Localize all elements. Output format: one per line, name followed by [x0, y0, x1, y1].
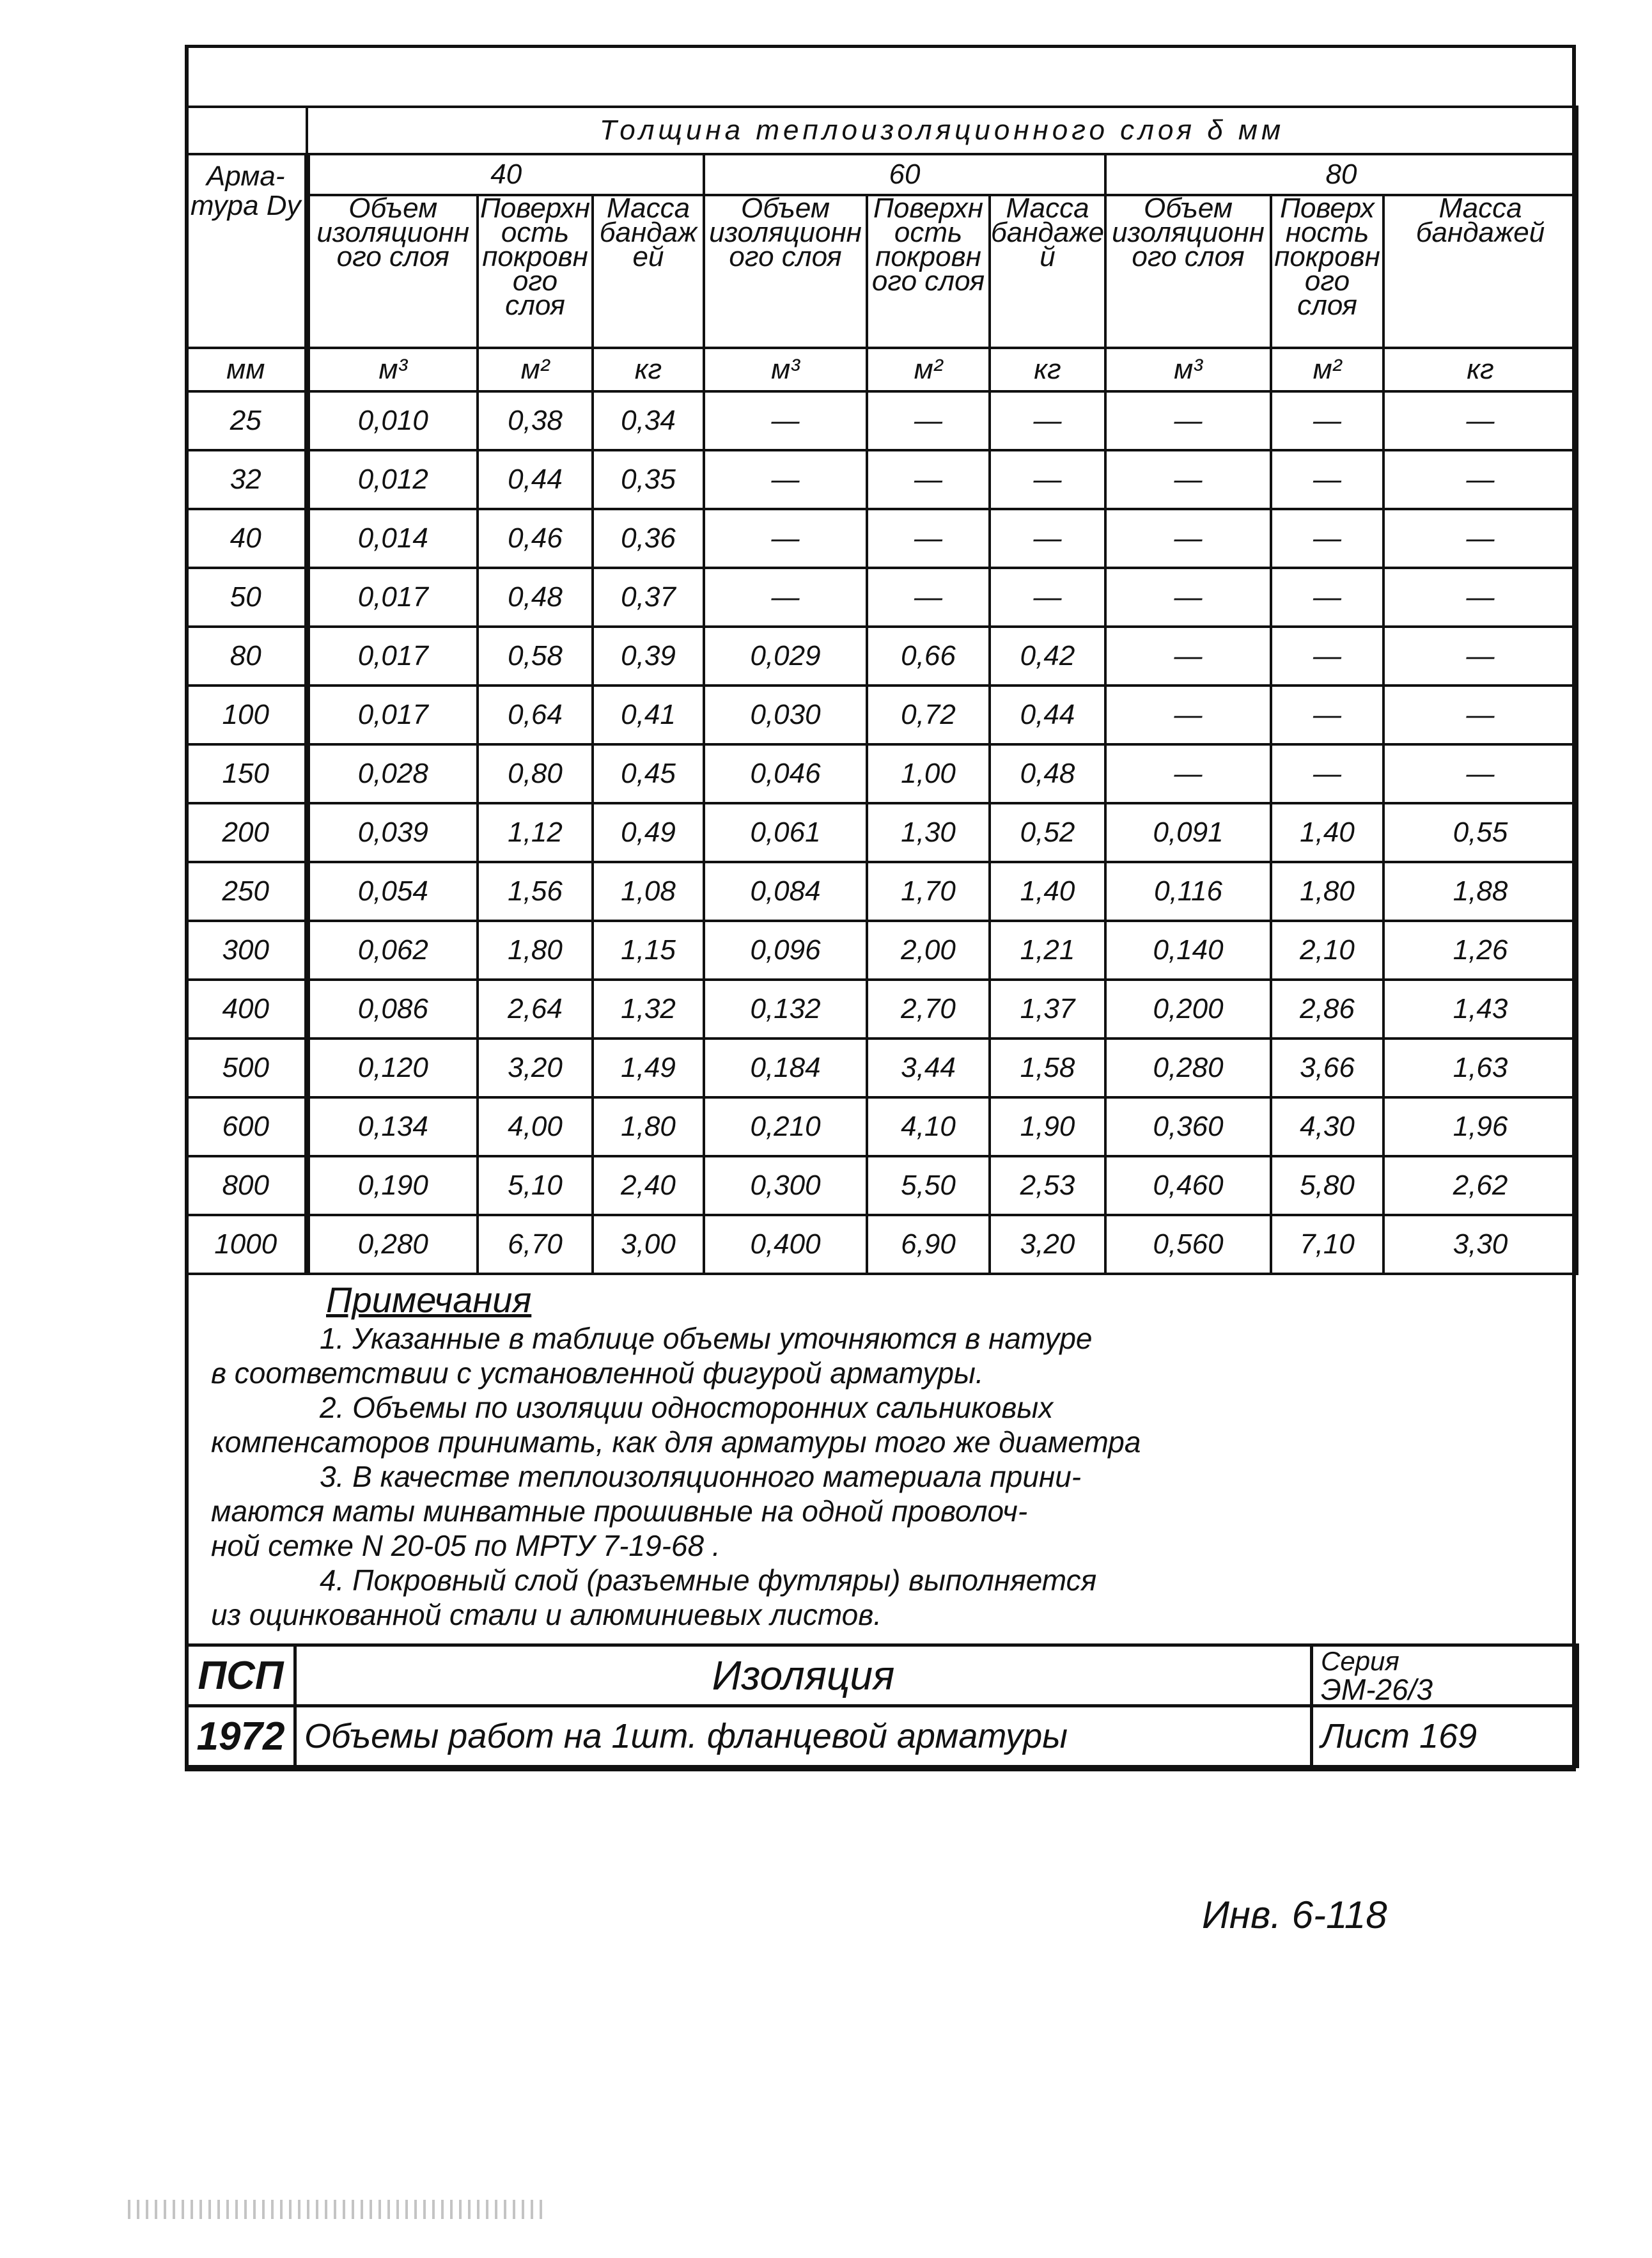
value-cell: 0,55: [1383, 803, 1577, 862]
unit-cell: м²: [478, 348, 593, 391]
value-cell: 4,30: [1271, 1097, 1383, 1156]
diameter-cell: 200: [186, 803, 307, 862]
table-row: [186, 862, 1577, 921]
value-cell: 2,70: [867, 980, 990, 1039]
diameter-cell: 25: [186, 391, 307, 450]
value-cell: 0,360: [1105, 1097, 1271, 1156]
table-row: [186, 1039, 1577, 1097]
value-cell: 0,49: [593, 803, 704, 862]
value-cell: 0,200: [1105, 980, 1271, 1039]
diameter-cell: 800: [186, 1156, 307, 1215]
value-cell: 0,46: [478, 509, 593, 568]
value-cell: 3,20: [990, 1215, 1105, 1274]
note-line: в соответствии с установленной фигурой арматуры.: [211, 1356, 984, 1390]
table-row: [186, 1097, 1577, 1156]
value-cell: —: [990, 568, 1105, 627]
column-header: Масса бандажей: [1383, 195, 1577, 348]
column-header: Объем изоляционного слоя: [704, 195, 867, 348]
value-cell: —: [1383, 391, 1577, 450]
stamp-org: ПСП: [187, 1645, 295, 1706]
value-cell: —: [1383, 450, 1577, 509]
note-line: 1. Указанные в таблице объемы уточняются в натуре: [320, 1322, 1093, 1355]
value-cell: 0,44: [478, 450, 593, 509]
value-cell: 0,140: [1105, 921, 1271, 980]
note-line: из оцинкованной стали и алюминиевых листов.: [211, 1598, 882, 1631]
value-cell: 2,62: [1383, 1156, 1577, 1215]
column-header: Масса бандажей: [990, 195, 1105, 348]
diameter-cell: 150: [186, 744, 307, 803]
value-cell: 1,26: [1383, 921, 1577, 980]
value-cell: 0,210: [704, 1097, 867, 1156]
diameter-cell: 40: [186, 509, 307, 568]
value-cell: 0,39: [593, 627, 704, 686]
value-cell: —: [704, 568, 867, 627]
table-row: [186, 921, 1577, 980]
value-cell: 0,45: [593, 744, 704, 803]
value-cell: 2,53: [990, 1156, 1105, 1215]
value-cell: 0,460: [1105, 1156, 1271, 1215]
value-cell: 0,028: [307, 744, 478, 803]
value-cell: 7,10: [1271, 1215, 1383, 1274]
value-cell: 3,30: [1383, 1215, 1577, 1274]
value-cell: 0,34: [593, 391, 704, 450]
value-cell: 1,80: [478, 921, 593, 980]
stamp-subtitle: Объемы работ на 1шт. фланцевой арматуры: [295, 1706, 1312, 1767]
stamp-series-cell: [1312, 1645, 1578, 1706]
value-cell: 0,36: [593, 509, 704, 568]
value-cell: 0,017: [307, 686, 478, 744]
thickness-80: 80: [1105, 154, 1577, 195]
diameter-cell: 300: [186, 921, 307, 980]
value-cell: 1,40: [990, 862, 1105, 921]
value-cell: 2,00: [867, 921, 990, 980]
value-cell: —: [1383, 686, 1577, 744]
value-cell: 1,15: [593, 921, 704, 980]
value-cell: 0,030: [704, 686, 867, 744]
diameter-cell: 500: [186, 1039, 307, 1097]
value-cell: 0,48: [990, 744, 1105, 803]
value-cell: 1,88: [1383, 862, 1577, 921]
diameter-cell: 50: [186, 568, 307, 627]
value-cell: —: [1105, 686, 1271, 744]
unit-cell: м³: [307, 348, 478, 391]
value-cell: 0,054: [307, 862, 478, 921]
value-cell: —: [1271, 686, 1383, 744]
value-cell: —: [990, 391, 1105, 450]
value-cell: 6,90: [867, 1215, 990, 1274]
value-cell: 3,44: [867, 1039, 990, 1097]
column-header: Масса бандажей: [593, 195, 704, 348]
diameter-cell: 600: [186, 1097, 307, 1156]
value-cell: 1,70: [867, 862, 990, 921]
note-line: 4. Покровный слой (разъемные футляры) выполняется: [320, 1564, 1097, 1597]
value-cell: 0,061: [704, 803, 867, 862]
table-row: [186, 980, 1577, 1039]
value-cell: —: [990, 509, 1105, 568]
value-cell: 2,40: [593, 1156, 704, 1215]
value-cell: 0,017: [307, 568, 478, 627]
value-cell: —: [867, 391, 990, 450]
stamp-title: Изоляция: [295, 1645, 1312, 1706]
value-cell: 1,58: [990, 1039, 1105, 1097]
value-cell: 0,560: [1105, 1215, 1271, 1274]
value-cell: 0,52: [990, 803, 1105, 862]
note-line: маются маты минватные прошивные на одной проволоч-: [211, 1494, 1028, 1528]
value-cell: —: [1271, 391, 1383, 450]
unit-cell: кг: [1383, 348, 1577, 391]
value-cell: —: [1271, 509, 1383, 568]
table-row: [186, 568, 1577, 627]
value-cell: 0,35: [593, 450, 704, 509]
value-cell: 0,120: [307, 1039, 478, 1097]
scan-artifact: [128, 2200, 543, 2219]
value-cell: —: [1271, 568, 1383, 627]
unit-cell: кг: [593, 348, 704, 391]
stamp-year: 1972: [187, 1706, 295, 1767]
diameter-cell: 250: [186, 862, 307, 921]
value-cell: 1,56: [478, 862, 593, 921]
value-cell: 0,58: [478, 627, 593, 686]
value-cell: 1,80: [593, 1097, 704, 1156]
unit-cell: м²: [1271, 348, 1383, 391]
value-cell: 4,10: [867, 1097, 990, 1156]
value-cell: —: [1383, 509, 1577, 568]
value-cell: 0,48: [478, 568, 593, 627]
value-cell: 1,63: [1383, 1039, 1577, 1097]
value-cell: 0,190: [307, 1156, 478, 1215]
column-header: Поверхность покровного слоя: [478, 195, 593, 348]
value-cell: 0,280: [1105, 1039, 1271, 1097]
value-cell: —: [1383, 568, 1577, 627]
value-cell: 5,10: [478, 1156, 593, 1215]
note-line: компенсаторов принимать, как для арматуры того же диаметра: [211, 1425, 1141, 1459]
value-cell: 0,38: [478, 391, 593, 450]
value-cell: 0,096: [704, 921, 867, 980]
unit-cell: кг: [990, 348, 1105, 391]
value-cell: 1,08: [593, 862, 704, 921]
value-cell: 4,00: [478, 1097, 593, 1156]
value-cell: 0,046: [704, 744, 867, 803]
value-cell: —: [1105, 450, 1271, 509]
notes: [211, 1279, 1554, 1632]
table-title: Толщина теплоизоляционного слоя δ мм: [307, 107, 1577, 154]
table-row: [186, 686, 1577, 744]
inventory-number: Инв. 6-118: [1202, 1893, 1387, 1936]
series-value: ЭМ-26/3: [1321, 1673, 1433, 1706]
value-cell: —: [1105, 627, 1271, 686]
diameter-cell: 80: [186, 627, 307, 686]
value-cell: 1,00: [867, 744, 990, 803]
value-cell: 1,12: [478, 803, 593, 862]
value-cell: —: [1105, 744, 1271, 803]
value-cell: 0,37: [593, 568, 704, 627]
value-cell: 2,10: [1271, 921, 1383, 980]
value-cell: 0,039: [307, 803, 478, 862]
value-cell: 0,300: [704, 1156, 867, 1215]
notes-heading: Примечания: [326, 1280, 532, 1320]
value-cell: —: [867, 509, 990, 568]
value-cell: 1,96: [1383, 1097, 1577, 1156]
stamp-sheet: Лист 169: [1312, 1706, 1578, 1767]
note-line: 2. Объемы по изоляции односторонних сальниковых: [320, 1391, 1054, 1424]
value-cell: 0,062: [307, 921, 478, 980]
thickness-40: 40: [307, 154, 704, 195]
table-row: [186, 450, 1577, 509]
value-cell: 1,43: [1383, 980, 1577, 1039]
thickness-60: 60: [704, 154, 1105, 195]
value-cell: —: [704, 450, 867, 509]
value-cell: 2,64: [478, 980, 593, 1039]
value-cell: —: [1105, 568, 1271, 627]
value-cell: —: [704, 509, 867, 568]
value-cell: 1,90: [990, 1097, 1105, 1156]
corner-cell: [186, 107, 307, 154]
value-cell: 1,32: [593, 980, 704, 1039]
value-cell: —: [1271, 627, 1383, 686]
value-cell: 0,134: [307, 1097, 478, 1156]
value-cell: 0,72: [867, 686, 990, 744]
value-cell: —: [1383, 627, 1577, 686]
value-cell: —: [867, 450, 990, 509]
value-cell: 1,80: [1271, 862, 1383, 921]
column-header: Объем изоляционного слоя: [307, 195, 478, 348]
value-cell: 1,40: [1271, 803, 1383, 862]
column-header: Поверхность покровного слоя: [1271, 195, 1383, 348]
value-cell: 0,184: [704, 1039, 867, 1097]
value-cell: 0,086: [307, 980, 478, 1039]
value-cell: 0,400: [704, 1215, 867, 1274]
value-cell: 0,029: [704, 627, 867, 686]
diameter-cell: 100: [186, 686, 307, 744]
value-cell: 1,21: [990, 921, 1105, 980]
value-cell: 0,42: [990, 627, 1105, 686]
value-cell: 2,86: [1271, 980, 1383, 1039]
value-cell: 1,30: [867, 803, 990, 862]
value-cell: —: [1105, 509, 1271, 568]
value-cell: 0,116: [1105, 862, 1271, 921]
value-cell: 0,66: [867, 627, 990, 686]
value-cell: 0,280: [307, 1215, 478, 1274]
table-row: [186, 509, 1577, 568]
value-cell: 3,66: [1271, 1039, 1383, 1097]
value-cell: 0,012: [307, 450, 478, 509]
column-header: Поверхность покровного слоя: [867, 195, 990, 348]
unit-cell: м³: [1105, 348, 1271, 391]
value-cell: 0,41: [593, 686, 704, 744]
value-cell: 0,017: [307, 627, 478, 686]
diameter-cell: 400: [186, 980, 307, 1039]
value-cell: 3,20: [478, 1039, 593, 1097]
table-row: [186, 627, 1577, 686]
value-cell: —: [704, 391, 867, 450]
unit-cell: м²: [867, 348, 990, 391]
value-cell: 0,44: [990, 686, 1105, 744]
insulation-table: [185, 106, 1578, 1275]
value-cell: 0,80: [478, 744, 593, 803]
value-cell: 0,132: [704, 980, 867, 1039]
table-row: [186, 1156, 1577, 1215]
unit-cell: мм: [186, 348, 307, 391]
value-cell: 0,014: [307, 509, 478, 568]
title-block: [185, 1643, 1579, 1768]
table-row: [186, 744, 1577, 803]
value-cell: 0,091: [1105, 803, 1271, 862]
value-cell: —: [990, 450, 1105, 509]
value-cell: 1,37: [990, 980, 1105, 1039]
fitting-header: Арма-тура Dу: [186, 154, 307, 348]
table-row: [186, 803, 1577, 862]
table-row: [186, 1215, 1577, 1274]
value-cell: —: [1271, 450, 1383, 509]
table-row: [186, 391, 1577, 450]
value-cell: 0,084: [704, 862, 867, 921]
value-cell: —: [1383, 744, 1577, 803]
value-cell: 1,49: [593, 1039, 704, 1097]
value-cell: —: [867, 568, 990, 627]
value-cell: —: [1271, 744, 1383, 803]
value-cell: 5,80: [1271, 1156, 1383, 1215]
diameter-cell: 1000: [186, 1215, 307, 1274]
diameter-cell: 32: [186, 450, 307, 509]
unit-cell: м³: [704, 348, 867, 391]
column-header: Объем изоляционного слоя: [1105, 195, 1271, 348]
value-cell: 0,010: [307, 391, 478, 450]
value-cell: —: [1105, 391, 1271, 450]
value-cell: 5,50: [867, 1156, 990, 1215]
value-cell: 3,00: [593, 1215, 704, 1274]
value-cell: 6,70: [478, 1215, 593, 1274]
note-line: ной сетке N 20-05 по МРТУ 7-19-68 .: [211, 1529, 721, 1562]
series-label: Серия: [1321, 1646, 1399, 1676]
note-line: 3. В качестве теплоизоляционного материала прини-: [320, 1460, 1082, 1493]
value-cell: 0,64: [478, 686, 593, 744]
